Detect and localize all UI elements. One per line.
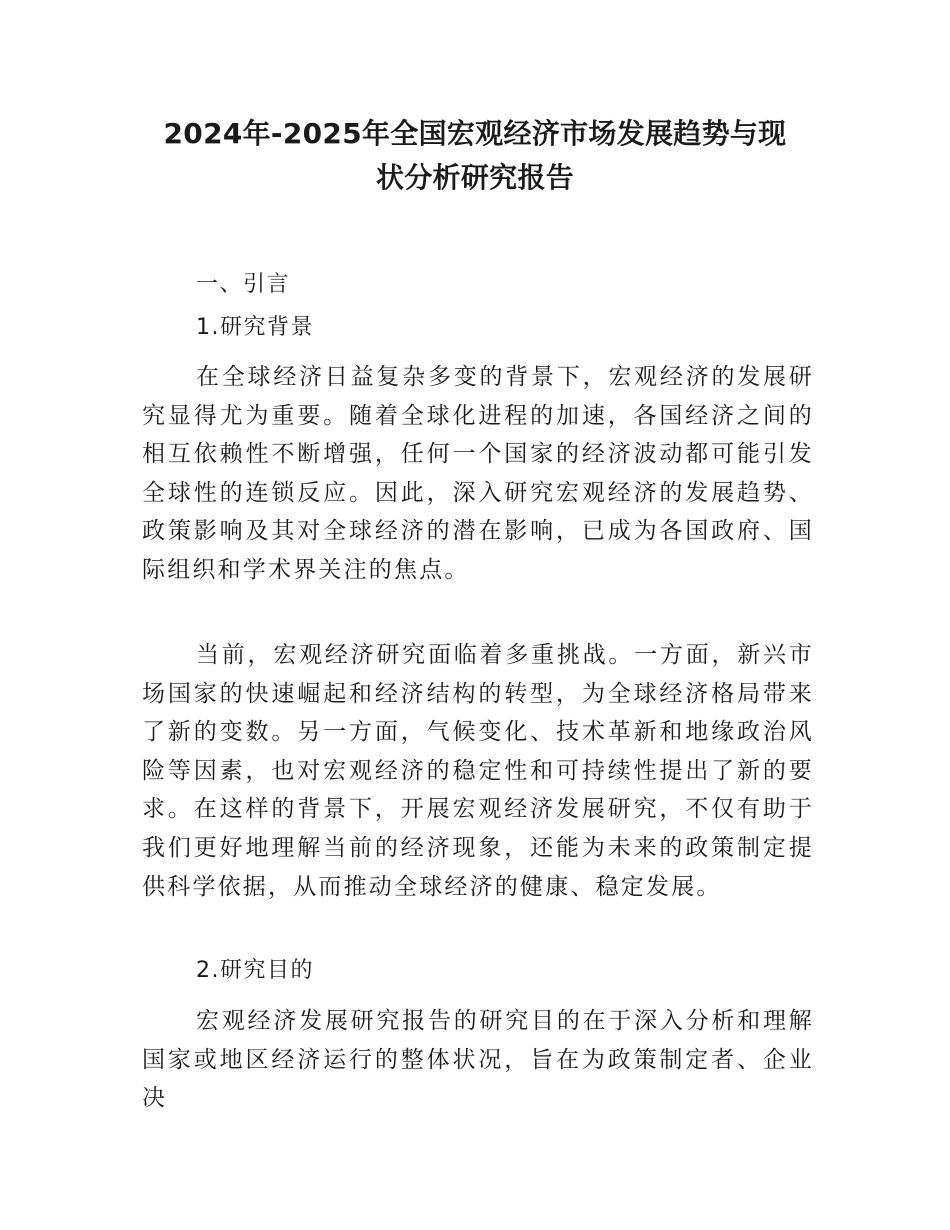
paragraph-background-2: 当前，宏观经济研究面临着多重挑战。一方面，新兴市场国家的快速崛起和经济结构的转型，为全球经济格局带来了新的变数。另一方面，气候变化、技术革新和地缘政治风险等因素，也对宏观经济的稳定性和可持续性提出了新的要求。在这样的背景下，开展宏观经济发展研究，不仅有助于我们更好地理解当前的经济现象，还能为未来的政策制定提供科学依据，从而推动全球经济的健康、稳定发展。 [142,642,814,900]
paragraph-background-1: 在全球经济日益复杂多变的背景下，宏观经济的发展研究显得尤为重要。随着全球化进程的加速，各国经济之间的相互依赖性不断增强，任何一个国家的经济波动都可能引发全球性的连锁反应。因此，深入研究宏观经济的发展趋势、政策影响及其对全球经济的潜在影响，已成为各国政府、国际组织和学术界关注的焦点。 [142,364,814,583]
paragraph-purpose: 宏观经济发展研究报告的研究目的在于深入分析和理解国家或地区经济运行的整体状况，旨在为政策制定者、企业决 [142,1008,814,1112]
subsection-heading-research-purpose: 2.研究目的 [196,958,314,983]
section-heading-introduction: 一、引言 [196,272,291,297]
title-line-1: 2024年-2025年全国宏观经济市场发展趋势与现 [163,117,787,150]
document-title [120,112,830,200]
title-line-2: 状分析研究报告 [375,161,575,194]
subsection-heading-research-background: 1.研究背景 [196,315,314,340]
